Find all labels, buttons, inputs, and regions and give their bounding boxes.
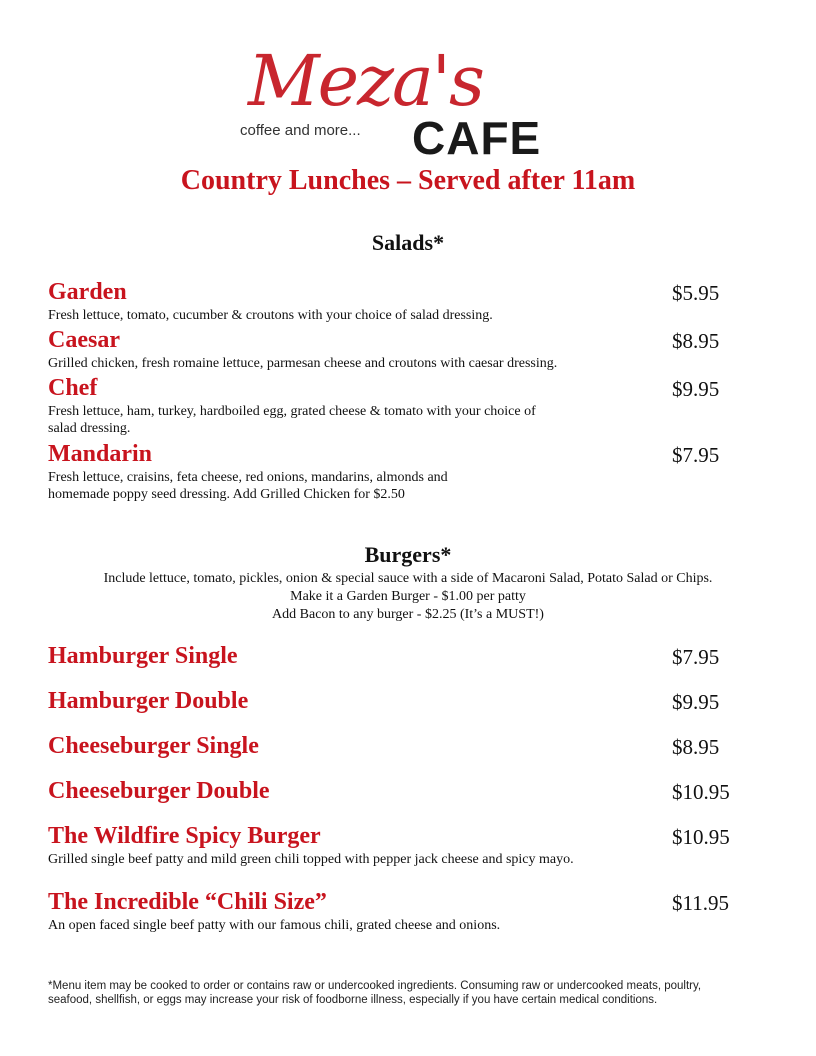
item-description: Fresh lettuce, tomato, cucumber & croutons with your choice of salad dressing.: [48, 308, 493, 323]
footnote-line-2: seafood, shellfish, or eggs may increase your risk of foodborne illness, especially if you have certain medical conditions.: [48, 994, 658, 1006]
item-price: $8.95: [672, 329, 720, 353]
item-description-line-1: Fresh lettuce, craisins, feta cheese, red onions, mandarins, almonds and: [48, 470, 448, 485]
item-name: Garden: [48, 279, 127, 305]
item-price: $9.95: [672, 690, 720, 714]
item-description-line-2: homemade poppy seed dressing. Add Grilled Chicken for $2.50: [48, 487, 405, 502]
item-name: The Wildfire Spicy Burger: [48, 823, 321, 849]
item-name: Hamburger Single: [48, 643, 238, 669]
item-description-line-2: salad dressing.: [48, 421, 131, 436]
item-description: Grilled single beef patty and mild green chili topped with pepper jack cheese and spicy mayo.: [48, 852, 574, 867]
burgers-note-sides: Include lettuce, tomato, pickles, onion & special sauce with a side of Macaroni Salad, Potato Salad or Chips.: [103, 571, 713, 586]
item-name: Hamburger Double: [48, 688, 249, 714]
item-description: An open faced single beef patty with our famous chili, grated cheese and onions.: [48, 918, 501, 933]
burgers-note-bacon: Add Bacon to any burger - $2.25 (It’s a MUST!): [272, 607, 544, 622]
salads-heading: Salads*: [371, 230, 445, 255]
item-price: $11.95: [672, 891, 729, 915]
cafe-logo: [240, 42, 575, 164]
item-name: Caesar: [48, 327, 120, 353]
page-title: Country Lunches – Served after 11am: [180, 165, 636, 196]
logo-brand-word: CAFE: [412, 112, 542, 164]
item-price: $9.95: [672, 377, 720, 401]
item-description-line-1: Fresh lettuce, ham, turkey, hardboiled egg, grated cheese & tomato with your choice of: [48, 404, 536, 419]
item-price: $10.95: [672, 825, 730, 849]
item-price: $5.95: [672, 281, 720, 305]
allergy-footnote: [48, 979, 768, 1007]
footnote-line-1: *Menu item may be cooked to order or contains raw or undercooked ingredients. Consuming raw or undercooked meats, poultry,: [48, 980, 702, 992]
item-description: Grilled chicken, fresh romaine lettuce, parmesan cheese and croutons with caesar dressing.: [48, 356, 558, 371]
item-name: Chef: [48, 375, 98, 401]
item-price: $10.95: [672, 780, 730, 804]
burgers-note-garden-burger: Make it a Garden Burger - $1.00 per patty: [290, 589, 526, 604]
item-name: Cheeseburger Single: [48, 733, 259, 759]
item-price: $7.95: [672, 443, 720, 467]
item-name: Cheeseburger Double: [48, 778, 270, 804]
item-name: Mandarin: [48, 441, 153, 467]
logo-script-text: Meza's: [248, 40, 483, 122]
burgers-heading: Burgers*: [364, 542, 452, 567]
item-name: The Incredible “Chili Size”: [48, 889, 327, 915]
item-price: $8.95: [672, 735, 720, 759]
item-price: $7.95: [672, 645, 720, 669]
logo-tagline: coffee and more...: [240, 122, 361, 139]
